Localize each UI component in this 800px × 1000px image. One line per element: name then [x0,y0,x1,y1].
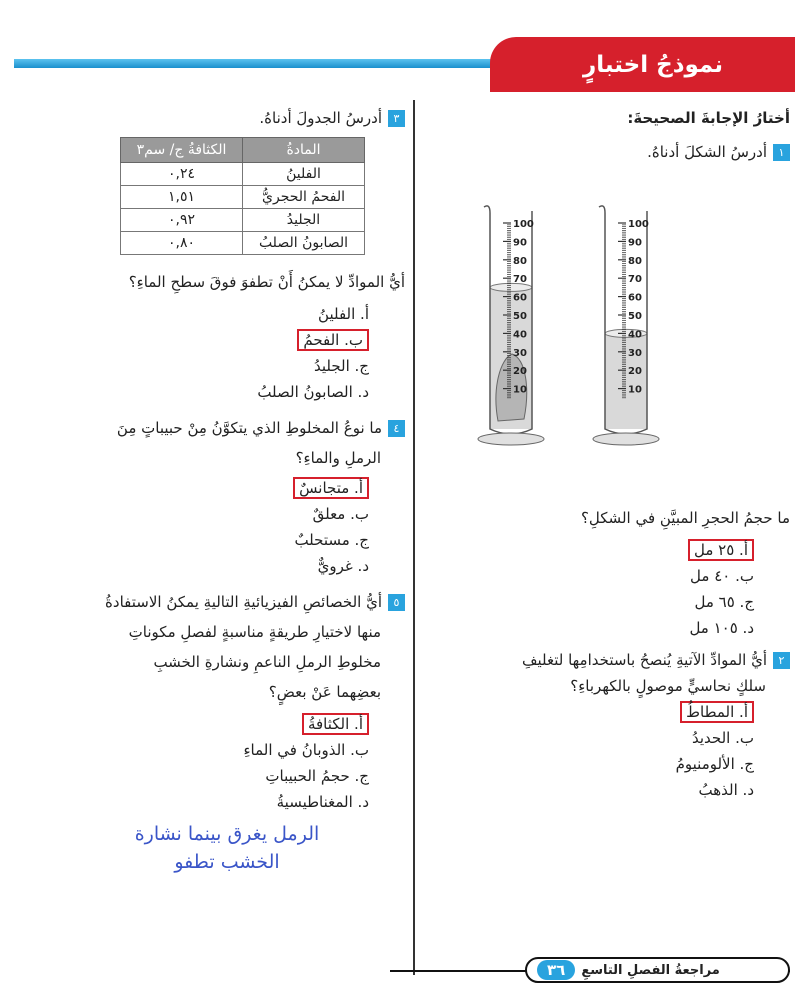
instruction-text: أختارُ الإجابةَ الصحيحةَ: [627,109,790,127]
tick-label: 50 [513,311,527,322]
q1-intro [425,139,790,165]
q5-option-a[interactable] [20,711,405,737]
handwritten-note [132,820,322,876]
q2-option-a[interactable] [425,699,790,725]
q2-option-d[interactable]: د. الذهبُ [698,781,754,799]
tick-label: 20 [513,366,527,378]
tick-label: 60 [628,292,642,304]
left-cylinder [478,206,544,445]
q5-line3: مخلوطِ الرملِ الناعمِ ونشارةِ الخشبِ [153,653,381,671]
tick-label: 40 [628,329,642,341]
q3-option-b[interactable] [20,327,405,353]
table-cell: الفلينُ [243,163,365,186]
q5-line4: بعضِهما عَنْ بعضٍ؟ [268,683,381,701]
q4-option-c[interactable]: ج. مستحلبٌ [294,531,369,549]
q1-answer-box: أ. ٢٥ مل [688,539,754,561]
cylinder-base [478,433,544,445]
tick-label: 90 [628,237,642,249]
column-divider [413,100,415,975]
q4-stem [20,415,405,441]
q4-option-b[interactable]: ب. معلقٌ [312,505,369,523]
table-cell: الصابونُ الصلبُ [243,232,365,255]
q4-line2: الرملِ والماءِ؟ [295,449,381,467]
tick-label: 70 [513,274,527,286]
q4-line1: ما نوعُ المخلوطِ الذي يتكوَّنُ مِنْ حبيباتٍ مِنَ [116,419,382,437]
handwritten-line2: الخشب تطفو [174,851,280,873]
table-row [121,232,365,255]
q3-intro [20,105,405,131]
right-cylinder [593,206,659,445]
table-row [121,163,365,186]
q3-option-d[interactable]: د. الصابونُ الصلبُ [257,383,369,401]
q1-number: ١ [773,144,790,161]
q3-option-c[interactable]: ج. الجليدُ [313,357,369,375]
tick-label: 80 [513,255,527,267]
table-cell: ٠,٩٢ [121,209,243,232]
table-header-row [121,138,365,163]
q2-answer-box: أ. المطاطُ [680,701,754,723]
q1-option-c[interactable]: ج. ٦٥ مل [694,593,754,611]
tick-label: 30 [513,347,527,359]
q1-option-a[interactable] [425,537,790,563]
table-cell: الفحمُ الحجريُّ [243,186,365,209]
q2-option-c[interactable]: ج. الألومنيومُ [675,755,754,773]
q3-answer-box: ب. الفحمُ [297,329,369,351]
graduated-cylinders-figure [470,197,670,457]
q5-option-c[interactable]: ج. حجمُ الحبيباتِ [265,767,369,785]
table-cell: ١,٥١ [121,186,243,209]
page-number: ٣٦ [537,960,575,980]
cylinder-base [593,433,659,445]
q3-question: أيُّ الموادِّ لا يمكنُ أَنْ تطفوَ فوقَ سطحِ الماءِ؟ [128,273,405,291]
q5-stem [20,589,405,615]
table-cell: ٠,٨٠ [121,232,243,255]
density-table [120,137,365,255]
q5-number: ٥ [388,594,405,611]
q1-option-d[interactable]: د. ١٠٥ مل [689,619,754,637]
tick-label: 100 [628,219,649,230]
handwritten-line1: الرمل يغرق بينما نشارة [134,823,320,845]
tick-label: 10 [628,384,642,396]
tick-label: 50 [628,311,642,322]
q2-number: ٢ [773,652,790,669]
table-row [121,186,365,209]
q5-option-b[interactable]: ب. الذوبانُ في الماءِ [243,741,369,759]
q4-number: ٤ [388,420,405,437]
q5-line2: منها لاختيارِ طريقةٍ مناسبةٍ لفصلِ مكوناتِ [128,623,381,641]
q3-option-a[interactable]: أ. الفلينُ [318,305,369,323]
tick-label: 100 [513,219,534,230]
tick-label: 80 [628,255,642,267]
footer-pill [525,957,790,983]
tick-label: 70 [628,274,642,286]
table-header-density: الكثافةُ ج/ سم٣ [121,138,243,163]
footer-label: مراجعةُ الفصلِ التاسعِ [581,962,720,978]
q4-option-d[interactable]: د. غرويٌّ [317,557,369,575]
q4-answer-box: أ. متجانسٌ [293,477,369,499]
left-column [20,105,405,815]
table-header-material: المادةُ [243,138,365,163]
q1-option-b[interactable]: ب. ٤٠ مل [690,567,754,585]
q2-line1: أيُّ الموادِّ الآتيةِ يُنصحُ باستخدامِها لتغليفِ [521,651,767,669]
q2-stem [425,647,790,673]
table-row [121,209,365,232]
tick-label: 30 [628,347,642,359]
tick-label: 10 [513,384,527,396]
header-blue-bar [14,59,504,68]
header-title-tab [490,37,795,92]
table-cell: ٠,٢٤ [121,163,243,186]
q5-line1: أيُّ الخصائصِ الفيزيائيةِ التاليةِ يمكنُ الاستفادةُ [105,593,382,611]
q2-line2: سلكٍ نحاسيٍّ موصولٍ بالكهرباءِ؟ [570,677,766,695]
page-title: نموذجُ اختبارٍ [583,51,723,78]
q1-question: ما حجمُ الحجرِ المبيَّنِ في الشكلِ؟ [580,509,790,527]
page-footer [390,955,790,987]
q1-text: أدرسُ الشكلَ أدناهُ. [647,143,767,161]
tick-label: 20 [628,366,642,378]
tick-label: 40 [513,329,527,341]
tick-label: 90 [513,237,527,249]
tick-label: 60 [513,292,527,304]
q4-option-a[interactable] [20,475,405,501]
q3-number: ٣ [388,110,405,127]
q3-text: أدرسُ الجدولَ أدناهُ. [259,109,382,127]
q5-option-d[interactable]: د. المغناطيسيةُ [276,793,369,811]
q5-answer-box: أ. الكثافةُ [302,713,369,735]
table-cell: الجليدُ [243,209,365,232]
q2-option-b[interactable]: ب. الحديدُ [692,729,754,747]
